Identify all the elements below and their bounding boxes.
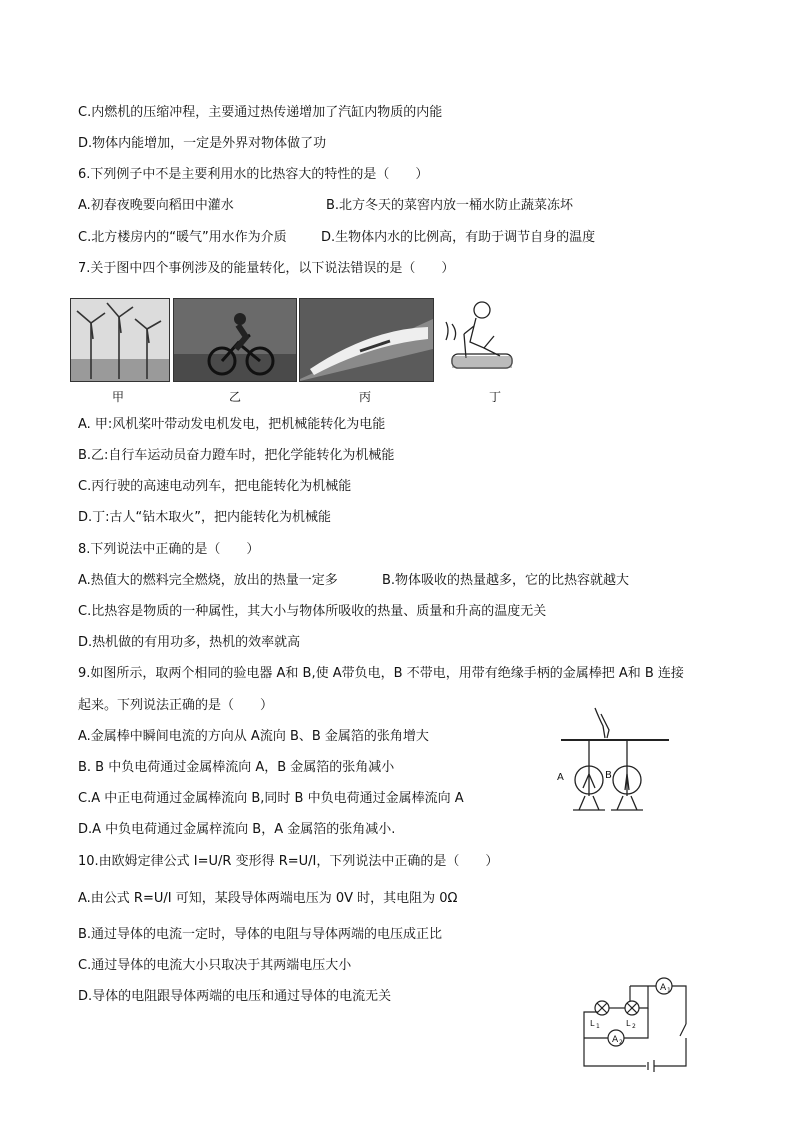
photo-wind-turbines	[70, 298, 170, 382]
q7-option-d: D.丁:古人“钻木取火”，把内能转化为机械能	[78, 510, 331, 525]
caption-jia: 甲	[112, 390, 125, 404]
photo-high-speed-train	[299, 298, 434, 382]
question-9-line2: 起来。下列说法正确的是（ ）	[78, 698, 274, 713]
q9-option-b: B. B 中负电荷通过金属棒流向 A，B 金属箔的张角减小	[78, 760, 395, 775]
q6-option-d: D.生物体内水的比例高，有助于调节自身的温度	[321, 230, 596, 245]
q6-option-a: A.初春夜晚要向稻田中灌水	[78, 198, 234, 213]
electroscope-label-b: B	[605, 770, 612, 781]
q7-option-c: C.丙行驶的高速电动列车，把电能转化为机械能	[78, 479, 352, 494]
q9-option-d: D.A 中负电荷通过金属梓流向 B，A 金属箔的张角减小.	[78, 822, 396, 837]
q8-option-b: B.物体吸收的热量越多，它的比热容就越大	[382, 573, 630, 588]
q5-option-d: D.物体内能增加，一定是外界对物体做了功	[78, 136, 327, 151]
caption-bing: 丙	[359, 390, 372, 404]
q7-option-a: A. 甲:风机桨叶带动发电机发电，把机械能转化为电能	[78, 417, 386, 432]
lamp-l2-subscript: 2	[632, 1023, 636, 1030]
q10-option-d: D.导体的电阻跟导体两端的电压和通过导体的电流无关	[78, 989, 392, 1004]
lamp-l1-label: L	[590, 1019, 595, 1028]
lamp-l1-subscript: 1	[596, 1023, 600, 1030]
photo-cyclist	[173, 298, 297, 382]
ammeter-a2-subscript: 2	[619, 1039, 623, 1046]
q9-option-c: C.A 中正电荷通过金属棒流向 B,同时 B 中负电荷通过金属棒流向 A	[78, 791, 464, 806]
question-10: 10.由欧姆定律公式 I=U/R 变形得 R=U/I，下列说法中正确的是（ ）	[78, 854, 499, 869]
q7-option-b: B.乙:自行车运动员奋力蹬车时，把化学能转化为机械能	[78, 448, 395, 463]
q8-option-c: C.比热容是物质的一种属性，其大小与物体所吸收的热量、质量和升高的温度无关	[78, 604, 547, 619]
ammeter-a2-label: A	[612, 1035, 619, 1045]
caption-yi: 乙	[229, 390, 242, 404]
question-8: 8.下列说法中正确的是（ ）	[78, 542, 260, 557]
q10-option-c: C.通过导体的电流大小只取决于其两端电压大小	[78, 958, 352, 973]
q9-option-a: A.金属棒中瞬间电流的方向从 A流向 B、B 金属箔的张角增大	[78, 729, 429, 744]
drawing-drilling-wood-fire	[440, 296, 516, 386]
ammeter-a1-subscript: 1	[667, 987, 671, 994]
circuit-diagram	[578, 972, 690, 1072]
question-6: 6.下列例子中不是主要利用水的比热容大的特性的是（ ）	[78, 167, 429, 182]
q8-option-a: A.热值大的燃料完全燃烧，放出的热量一定多	[78, 573, 338, 588]
electroscope-diagram	[555, 704, 675, 822]
q6-option-c: C.北方楼房内的“暖气”用水作为介质	[78, 230, 287, 245]
electroscope-label-a: A	[557, 772, 564, 783]
q10-option-a: A.由公式 R=U/I 可知，某段导体两端电压为 0V 时，其电阻为 0Ω	[78, 891, 458, 906]
q5-option-c: C.内燃机的压缩冲程，主要通过热传递增加了汽缸内物质的内能	[78, 105, 443, 120]
q10-option-b: B.通过导体的电流一定时，导体的电阻与导体两端的电压成正比	[78, 927, 443, 942]
ammeter-a1-label: A	[660, 983, 667, 993]
question-7: 7.关于图中四个事例涉及的能量转化，以下说法错误的是（ ）	[78, 261, 455, 276]
caption-ding: 丁	[489, 390, 502, 404]
q8-option-d: D.热机做的有用功多，热机的效率就高	[78, 635, 301, 650]
q6-option-b: B.北方冬天的菜窖内放一桶水防止蔬菜冻坏	[326, 198, 574, 213]
lamp-l2-label: L	[626, 1019, 631, 1028]
question-9-line1: 9.如图所示，取两个相同的验电器 A和 B,使 A带负电，B 不带电，用带有绝缘手柄的金属棒把 A和 B 连接	[78, 666, 684, 681]
